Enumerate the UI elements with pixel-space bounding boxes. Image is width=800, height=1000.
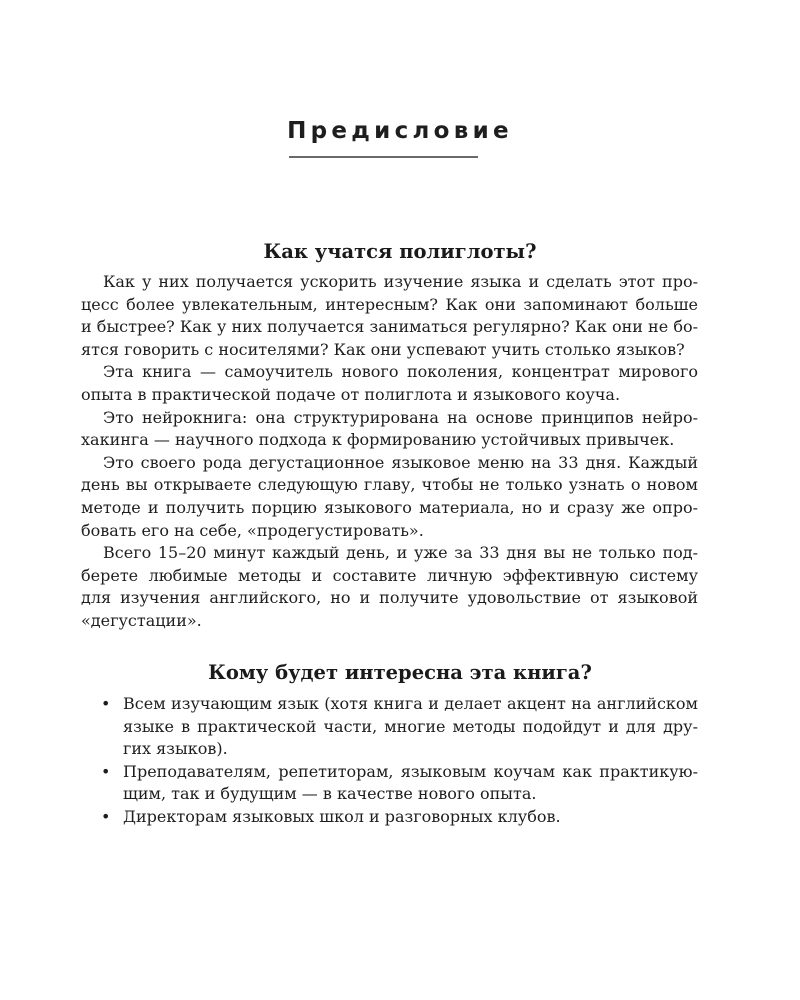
paragraph-line: Как у них получается ускорить изучение языка и сделать этот про-	[103, 272, 698, 291]
list-item-line: Директорам языковых школ и разговорных клубов.	[123, 806, 561, 826]
paragraph-line: Это своего рода дегустационное языковое меню на 33 дня. Каждый	[103, 452, 698, 472]
paragraph-line: берете любимые методы и составите личную эффективную систему	[81, 565, 698, 585]
section-polyglots-body	[81, 271, 698, 633]
paragraph-line: Всего 15–20 минут каждый день, и уже за 33 дня вы не только под-	[103, 543, 698, 563]
paragraph	[81, 542, 698, 632]
section-heading-audience: Кому будет интересна эта книга?	[208, 661, 592, 684]
paragraph	[81, 361, 698, 406]
title-underline	[289, 156, 478, 158]
list-item-line: гих языков).	[123, 739, 228, 759]
paragraph-line: методе и получить порцию языкового материала, но и сразу же опро-	[81, 497, 698, 517]
paragraph	[81, 271, 698, 361]
bullet-icon: •	[101, 806, 111, 826]
list-item-line: щим, так и будущим — в качестве нового опыта.	[123, 784, 537, 804]
bullet-icon: •	[101, 694, 111, 713]
list-item-line: языке в практической части, многие методы подойдут и для дру-	[123, 716, 698, 736]
chapter-title: Предисловие	[287, 118, 513, 144]
paragraph	[81, 452, 698, 542]
paragraph-line: цесс более увлекательным, интересным? Как они запоминают больше	[81, 294, 698, 314]
list-item	[81, 761, 698, 806]
paragraph-line: опыта в практической подаче от полиглота и языкового коуча.	[81, 384, 621, 404]
paragraph-line: день вы открываете следующую главу, чтобы не только узнать о новом	[81, 475, 698, 495]
list-item	[81, 693, 698, 761]
paragraph-line: Это нейрокнига: она структурирована на основе принципов нейро-	[103, 407, 698, 427]
list-item	[81, 806, 698, 829]
paragraph-line: бовать его на себе, «продегустировать».	[81, 520, 424, 540]
audience-bullet-list	[81, 693, 698, 829]
paragraph-line: и быстрее? Как у них получается заниматься регулярно? Как они не бо-	[81, 317, 698, 337]
bullet-icon: •	[101, 761, 111, 781]
list-item-line: Преподавателям, репетиторам, языковым коучам как практикую-	[123, 761, 698, 781]
paragraph-line: «дегустации».	[81, 610, 202, 630]
list-item-line: Всем изучающим язык (хотя книга и делает акцент на английском	[123, 694, 698, 713]
paragraph-line: хакинга — научного подхода к формированию устойчивых привычек.	[81, 430, 675, 450]
paragraph	[81, 407, 698, 452]
paragraph-line: ятся говорить с носителями? Как они успевают учить столько языков?	[81, 339, 685, 359]
paragraph-line: для изучения английского, но и получите удовольствие от языковой	[81, 588, 698, 608]
section-heading-polyglots: Как учатся полиглоты?	[263, 240, 537, 263]
paragraph-line: Эта книга — самоучитель нового поколения, концентрат мирового	[103, 362, 698, 382]
